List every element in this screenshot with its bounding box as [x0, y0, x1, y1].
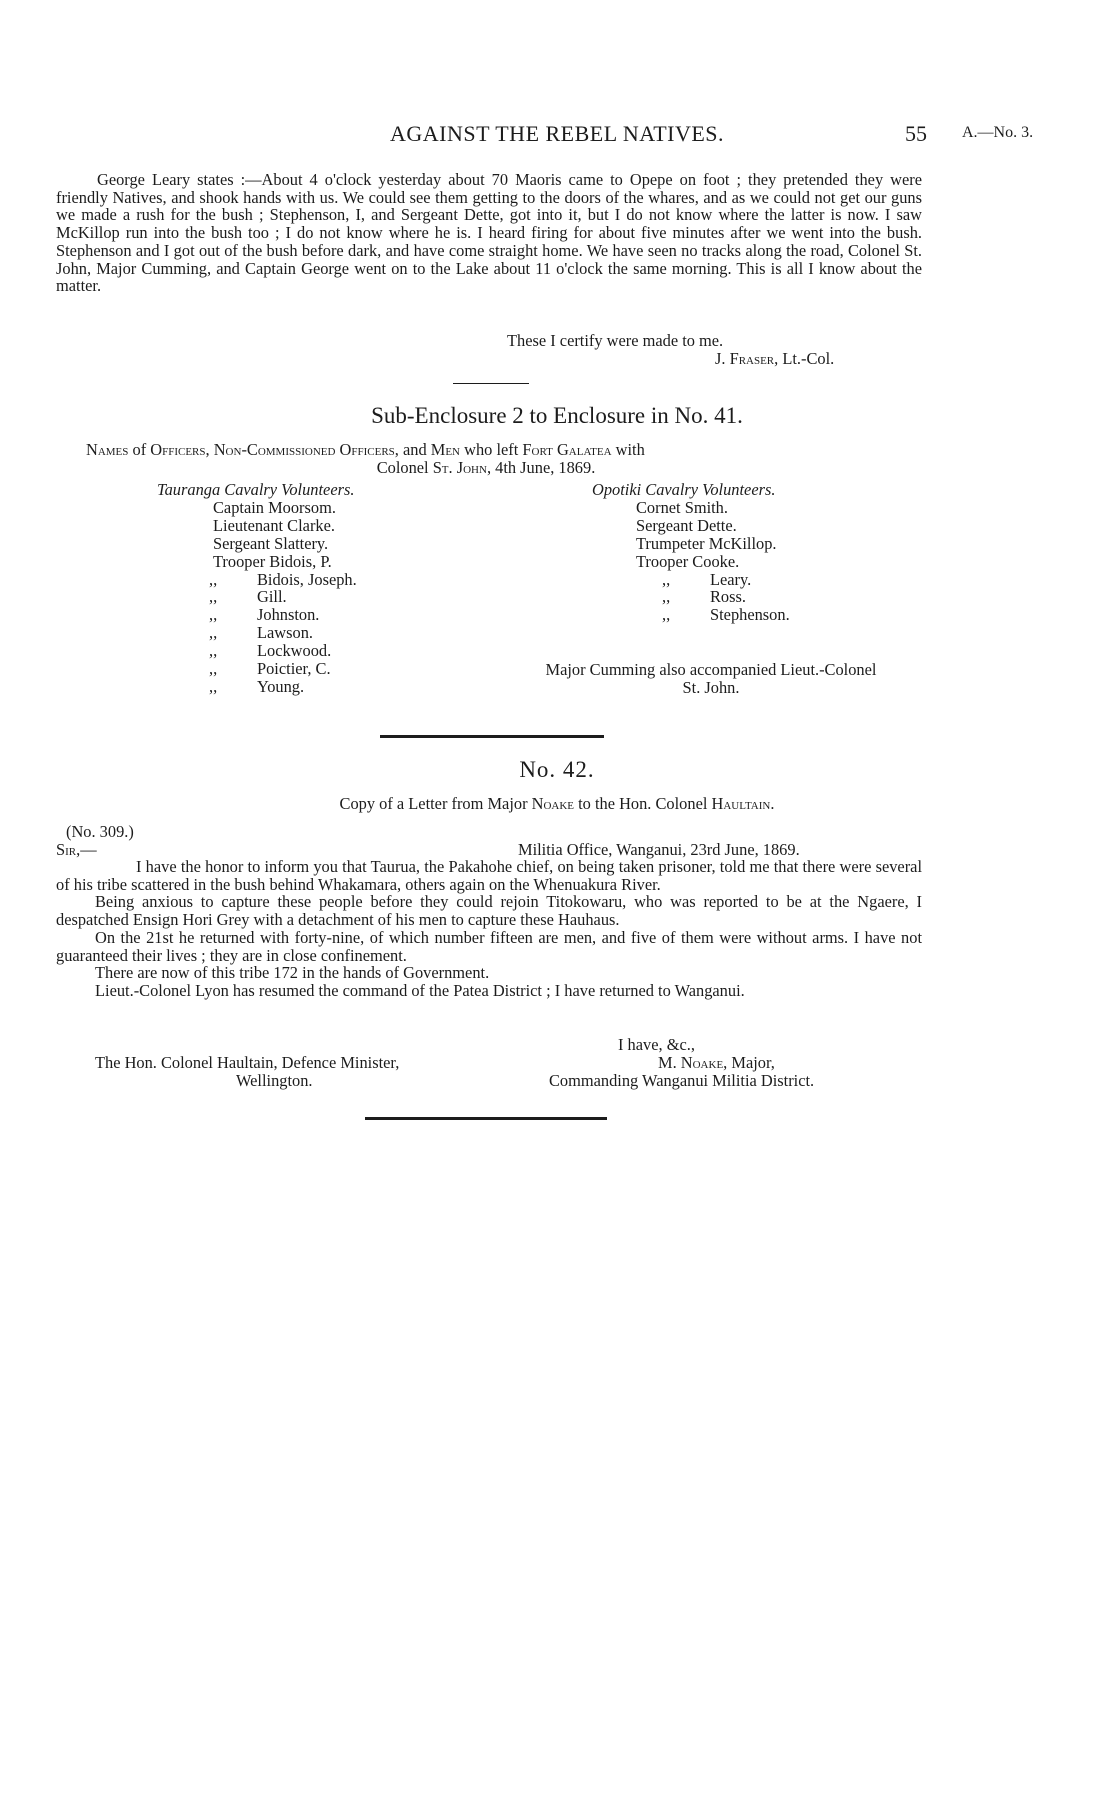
names-fort: Fort Galatea	[522, 440, 612, 459]
tauranga-title: Tauranga Cavalry Volunteers.	[157, 480, 355, 499]
colonel-name: St. John	[432, 458, 487, 477]
opotiki-title: Opotiki Cavalry Volunteers.	[592, 480, 776, 499]
addressee-line: The Hon. Colonel Haultain, Defence Minister,	[95, 1053, 400, 1072]
trooper-name: Lockwood.	[257, 641, 332, 661]
ditto-mark: ,,	[209, 587, 218, 607]
sender-signature	[658, 1053, 775, 1073]
trooper-name: Johnston.	[257, 605, 320, 625]
letter-body	[56, 858, 922, 1000]
colonel-word: Colonel	[376, 458, 433, 477]
statement-signature	[715, 349, 834, 369]
list-item	[662, 569, 912, 589]
list-item: Sergeant Slattery.	[213, 533, 329, 553]
sender-rank: , Major,	[723, 1053, 775, 1072]
list-item: Cornet Smith.	[636, 497, 728, 517]
list-item	[209, 623, 477, 643]
sub-enclosure-heading: Sub-Enclosure 2 to Enclosure in No. 41.	[371, 403, 743, 428]
names-who: who left	[460, 440, 523, 459]
trooper-name: Lawson.	[257, 623, 313, 643]
trooper-name: Gill.	[257, 587, 287, 607]
names-intro-line2	[86, 459, 886, 477]
sender-name: M. Noake	[658, 1053, 724, 1072]
ditto-mark: ,,	[209, 676, 218, 696]
salutation-dash: —	[80, 840, 97, 859]
copy-noake: Noake	[531, 794, 575, 813]
list-item	[662, 587, 912, 607]
end-divider	[365, 1117, 607, 1120]
letter-heading: No. 42.	[519, 757, 595, 782]
names-with: with	[611, 440, 645, 459]
signature-name: J. Fraser	[715, 349, 775, 368]
letter-description	[0, 794, 1114, 814]
list-item	[209, 676, 477, 696]
names-men: Men	[430, 440, 461, 459]
closing: I have, &c.,	[618, 1035, 695, 1054]
ditto-mark: ,,	[209, 623, 218, 643]
ditto-mark: ,,	[209, 659, 218, 679]
letter-paragraph: Lieut.-Colonel Lyon has resumed the command of the Patea District ; I have returned to Wanganui.	[95, 980, 745, 1000]
letter-number: (No. 309.)	[66, 822, 134, 841]
salutation	[56, 840, 97, 860]
names-officers: Officers	[150, 440, 206, 459]
ditto-mark: ,,	[662, 605, 671, 625]
list-item	[662, 605, 912, 625]
section-divider	[380, 735, 604, 738]
ditto-mark: ,,	[209, 641, 218, 661]
opotiki-roll	[592, 481, 912, 624]
letter-paragraph: I have the honor to inform you that Taurua, the Pakahohe chief, on being taken prisoner, told me that there were several of his tribe scattered in the bush behind Whakamara, others again on the Whenuakura River.	[56, 857, 922, 894]
addressee-line: Wellington.	[236, 1071, 313, 1090]
names-word: Names	[86, 440, 129, 459]
note-line: St. John.	[682, 677, 740, 697]
list-item: Captain Moorsom.	[213, 497, 336, 517]
running-header-title: AGAINST THE REBEL NATIVES.	[389, 121, 725, 146]
salutation-word: Sir,	[56, 840, 81, 859]
letter-paragraph: Being anxious to capture these people before they could rejoin Titokowaru, who was reported to be at the Ngaere, I despatched Ensign Hori Grey with a detachment of his men to capture these Hauhaus.	[56, 892, 922, 930]
list-item	[209, 569, 477, 589]
list-item	[209, 605, 477, 625]
copy-text: to the Hon. Colonel	[574, 794, 712, 813]
trooper-name: Leary.	[710, 569, 752, 589]
note-line: Major Cumming also accompanied Lieut.-Colonel	[545, 660, 877, 679]
trooper-name: Young.	[257, 676, 305, 696]
departure-date: , 4th June, 1869.	[486, 458, 596, 477]
list-item: Trooper Cooke.	[636, 551, 740, 571]
letter-paragraph: On the 21st he returned with forty-nine, of which number fifteen are men, and five of them were without arms. I have not guaranteed their lives ; they are in close confinement.	[56, 927, 922, 965]
list-item: Trooper Bidois, P.	[213, 551, 332, 571]
trooper-name: Stephenson.	[710, 605, 790, 625]
leary-statement	[56, 171, 922, 295]
document-reference: A.—No. 3.	[962, 124, 1034, 141]
short-divider	[453, 383, 529, 384]
trooper-name: Ross.	[710, 587, 746, 607]
letter-paragraph: There are now of this tribe 172 in the hands of Government.	[95, 963, 490, 983]
ditto-mark: ,,	[662, 569, 671, 589]
names-and: , and	[394, 440, 431, 459]
cumming-note	[500, 661, 922, 697]
list-item: Trumpeter McKillop.	[636, 533, 777, 553]
trooper-name: Poictier, C.	[257, 659, 331, 679]
list-item	[209, 587, 477, 607]
names-intro	[86, 441, 886, 477]
names-nco: Non-Commissioned Officers	[213, 440, 395, 459]
ditto-mark: ,,	[209, 569, 218, 589]
sender-title: Commanding Wanganui Militia District.	[549, 1071, 815, 1090]
ditto-mark: ,,	[662, 587, 671, 607]
copy-text: Copy of a Letter from Major	[339, 794, 532, 813]
signature-rank: , Lt.-Col.	[774, 349, 835, 368]
copy-haultain: Haultain	[711, 794, 771, 813]
copy-period: .	[770, 794, 775, 813]
list-item: Sergeant Dette.	[636, 515, 737, 535]
trooper-name: Bidois, Joseph.	[257, 569, 357, 589]
list-item: Lieutenant Clarke.	[213, 515, 335, 535]
certify-line: These I certify were made to me.	[507, 331, 724, 350]
tauranga-roll	[157, 481, 477, 696]
list-item	[209, 659, 477, 679]
list-item	[209, 641, 477, 661]
names-comma: ,	[205, 440, 214, 459]
statement-paragraph: George Leary states :—About 4 o'clock yesterday about 70 Maoris came to Opepe on foot ; they pretended they were friendly Natives, and shook hands with us. We could see them getting to the doors of the whares, and as we could not get our guns we made a rush for the bush ; Stephenson, I, and Sergeant Dette, got into it, but I do not know where the latter is now. I saw McKillop run into the bush too ; I do not know where he is. I heard firing for about five minutes after we went into the bush. Stephenson and I got out of the bush before dark, and have come straight home. We have seen no tracks along the road, Colonel St. John, Major Cumming, and Captain George went on to the Lake about 11 o'clock the same morning. This is all I know about the matter.	[56, 170, 922, 296]
names-of: of	[128, 440, 151, 459]
ditto-mark: ,,	[209, 605, 218, 625]
page-number: 55	[905, 121, 927, 146]
place-date: Militia Office, Wanganui, 23rd June, 1869.	[518, 840, 800, 859]
